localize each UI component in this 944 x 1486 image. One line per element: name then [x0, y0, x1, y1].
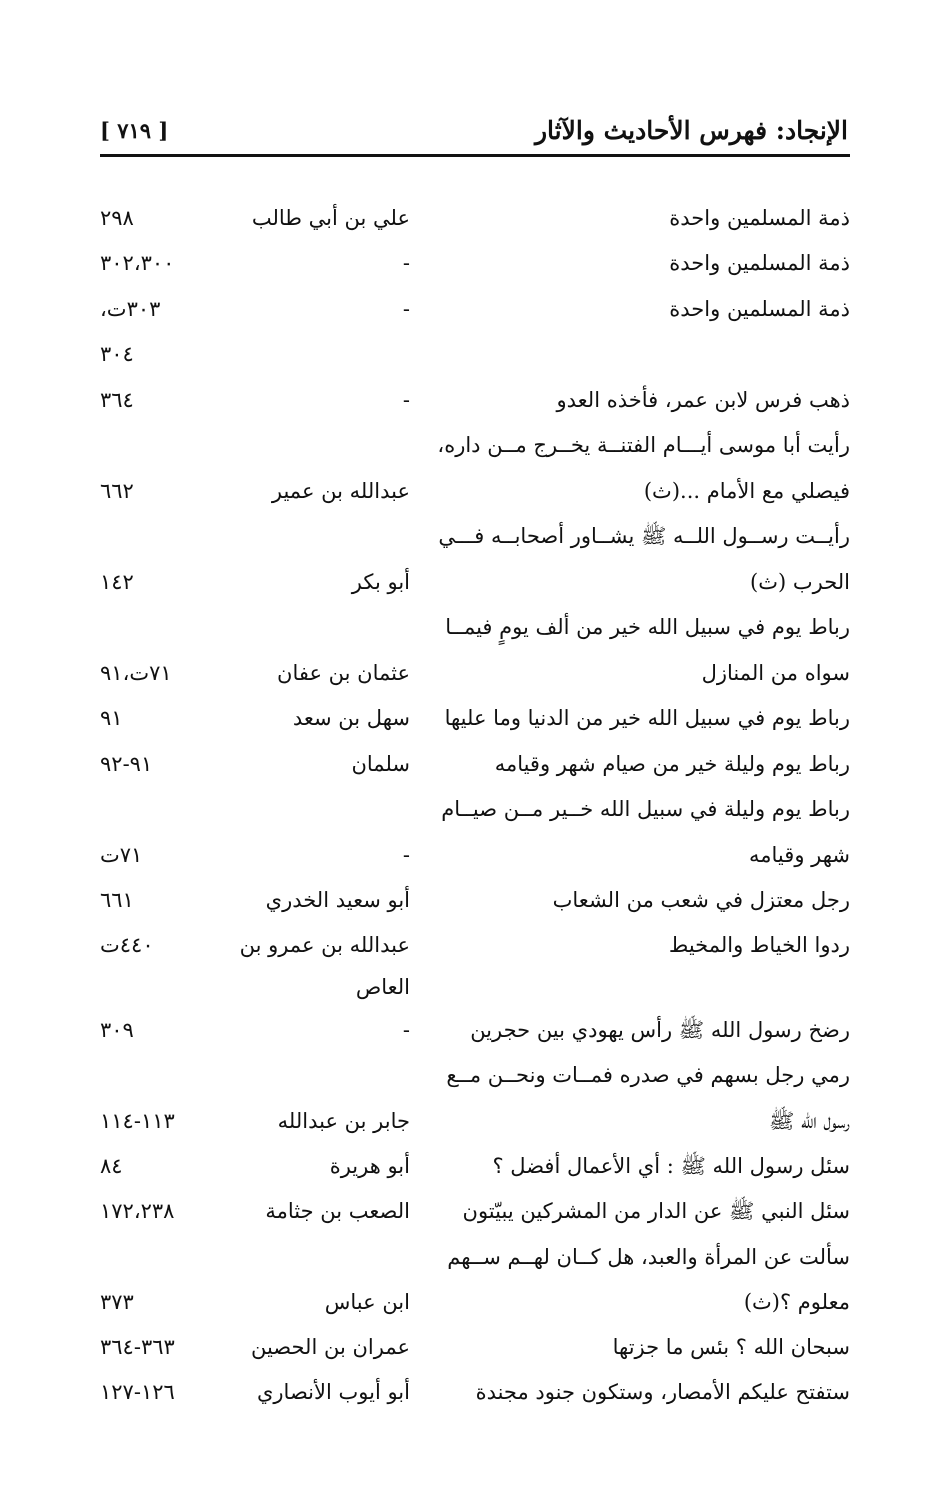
hadith-text: ذمة المسلمين واحدة	[669, 297, 850, 321]
hadith-text: رأيت أبا موسى أيـــام الفتنــة يخــرج مــن داره،	[437, 433, 850, 457]
narrator: ابن عباس	[324, 1290, 410, 1314]
index-row	[90, 562, 850, 602]
index-row	[90, 425, 850, 465]
page-refs: ٣٧٣	[100, 1290, 134, 1314]
narrator: أبو بكر	[351, 570, 410, 594]
hadith-text: ردوا الخياط والمخيط	[668, 933, 850, 957]
hadith-text: سئل النبي ﷺ عن الدار من المشركين يبيّتون	[462, 1199, 850, 1223]
narrator: -	[402, 297, 410, 321]
hadith-text: ذهب فرس لابن عمر، فأخذه العدو	[556, 388, 850, 412]
page-refs: ٢٩٨	[100, 206, 134, 230]
index-row	[90, 1327, 850, 1367]
narrator: أبو أيوب الأنصاري	[256, 1380, 410, 1404]
index-row	[90, 243, 850, 283]
page-refs	[100, 1237, 210, 1277]
hadith-text: سواه من المنازل	[701, 661, 850, 685]
hadith-text: رباط يوم وليلة في سبيل الله خــير مــن صيــام	[441, 797, 850, 821]
index-row	[90, 880, 850, 920]
narrator	[240, 1237, 410, 1277]
index-row	[90, 967, 850, 1007]
hadith-text: ذمة المسلمين واحدة	[669, 251, 850, 275]
narrator	[240, 425, 410, 465]
index-row	[90, 380, 850, 420]
page-number: [ ٧١٩ ]	[100, 118, 169, 143]
index-row	[90, 607, 850, 647]
hadith-text	[440, 967, 850, 1007]
hadith-text: سئل رسول الله ﷺ : أي الأعمال أفضل ؟	[492, 1154, 850, 1178]
index-row	[90, 1237, 850, 1277]
narrator	[240, 1055, 410, 1095]
page-refs	[100, 607, 210, 647]
narrator	[240, 334, 410, 374]
page-refs: ١١٣-١١٤	[100, 1109, 175, 1133]
index-row	[90, 1101, 850, 1141]
hadith-text: رباط يوم في سبيل الله خير من ألف يومٍ فيمــا	[445, 615, 850, 639]
hadith-text: رباط يوم في سبيل الله خير من الدنيا وما عليها	[444, 706, 850, 730]
page-refs	[100, 425, 210, 465]
narrator: جابر بن عبدالله	[277, 1109, 410, 1133]
hadith-text: رضخ رسول الله ﷺ رأس يهودي بين حجرين	[470, 1018, 850, 1042]
narrator: سلمان	[351, 752, 410, 776]
hadith-text: رباط يوم وليلة خير من صيام شهر وقيامه	[494, 752, 850, 776]
narrator: -	[402, 843, 410, 867]
hadith-text: رجل معتزل في شعب من الشعاب	[552, 888, 850, 912]
page-refs: ٣٠٢،٣٠٠	[100, 251, 175, 275]
narrator: عمران بن الحصين	[250, 1335, 410, 1359]
hadith-text: سألت عن المرأة والعبد، هل كــان لهــم ســهم	[447, 1245, 850, 1269]
index-row	[90, 653, 850, 693]
hadith-text: ذمة المسلمين واحدة	[669, 206, 850, 230]
narrator	[240, 789, 410, 829]
hadith-text	[440, 334, 850, 374]
narrator	[240, 607, 410, 647]
page-refs: ٧١ت	[100, 843, 143, 867]
narrator: علي بن أبي طالب	[251, 206, 410, 230]
index-row	[90, 1010, 850, 1050]
hadith-text: شهر وقيامه	[749, 843, 850, 867]
page-refs: ٦٦١	[100, 888, 134, 912]
index-row	[90, 198, 850, 238]
page-refs: ٩١-٩٢	[100, 752, 153, 776]
page-refs	[100, 1055, 210, 1095]
narrator: عبدالله بن عمرو بن	[239, 933, 410, 957]
narrator: -	[402, 1018, 410, 1042]
index-row	[90, 516, 850, 556]
hadith-text: فيصلي مع الأمام ...(ث)	[643, 479, 850, 503]
hadith-text: رسول الله ﷺ	[769, 1109, 850, 1133]
narrator: العاص	[355, 975, 410, 999]
hadith-text: رأيــت رســول اللــه ﷺ يشــاور أصحابــه فـــي	[438, 524, 850, 548]
narrator: -	[402, 388, 410, 412]
page-refs: ٩١	[100, 706, 123, 730]
page-refs: ١٤٢	[100, 570, 134, 594]
narrator: عثمان بن عفان	[277, 661, 410, 685]
index-row	[90, 1282, 850, 1322]
page-refs: ٣٠٩	[100, 1018, 134, 1042]
page-refs	[100, 967, 210, 1007]
page-refs: ١٢٦-١٢٧	[100, 1380, 175, 1404]
index-row	[90, 789, 850, 829]
page-refs: ٣٦٤	[100, 388, 134, 412]
running-title: الإنجاد: فهرس الأحاديث والآثار	[534, 116, 848, 145]
hadith-text: رمي رجل بسهم في صدره فمــات ونحــن مــع	[446, 1063, 850, 1087]
page-refs: ٦٦٢	[100, 479, 134, 503]
index-row	[90, 925, 850, 965]
page-refs: ٣٠٤	[100, 342, 134, 366]
narrator: الصعب بن جثامة	[265, 1199, 410, 1223]
index-row	[90, 334, 850, 374]
index-row	[90, 698, 850, 738]
index-row	[90, 471, 850, 511]
narrator: سهل بن سعد	[292, 706, 410, 730]
page-refs	[100, 789, 210, 829]
hadith-text: سبحان الله ؟ بئس ما جزتها	[612, 1335, 850, 1359]
index-row	[90, 1191, 850, 1231]
narrator	[240, 516, 410, 556]
page-refs: ٣٠٣ت،	[100, 297, 161, 321]
index-row	[90, 835, 850, 875]
narrator: عبدالله بن عمير	[271, 479, 410, 503]
page-refs	[100, 516, 210, 556]
narrator: أبو هريرة	[329, 1154, 410, 1178]
index-row	[90, 289, 850, 329]
hadith-text: معلوم ؟(ث)	[743, 1290, 850, 1314]
narrator: -	[402, 251, 410, 275]
page-refs: ٧١ت،٩١	[100, 661, 172, 685]
page-refs: ٣٦٣-٣٦٤	[100, 1335, 175, 1359]
hadith-text: ستفتح عليكم الأمصار، وستكون جنود مجندة	[475, 1380, 850, 1404]
page-refs: ١٧٢،٢٣٨	[100, 1199, 175, 1223]
index-row	[90, 1372, 850, 1412]
index-row	[90, 1055, 850, 1095]
index-row	[90, 744, 850, 784]
hadith-text: الحرب (ث)	[750, 570, 850, 594]
page-refs: ٤٤٠ت	[100, 933, 154, 957]
index-row	[90, 1146, 850, 1186]
narrator: أبو سعيد الخدري	[265, 888, 410, 912]
page-refs: ٨٤	[100, 1154, 123, 1178]
